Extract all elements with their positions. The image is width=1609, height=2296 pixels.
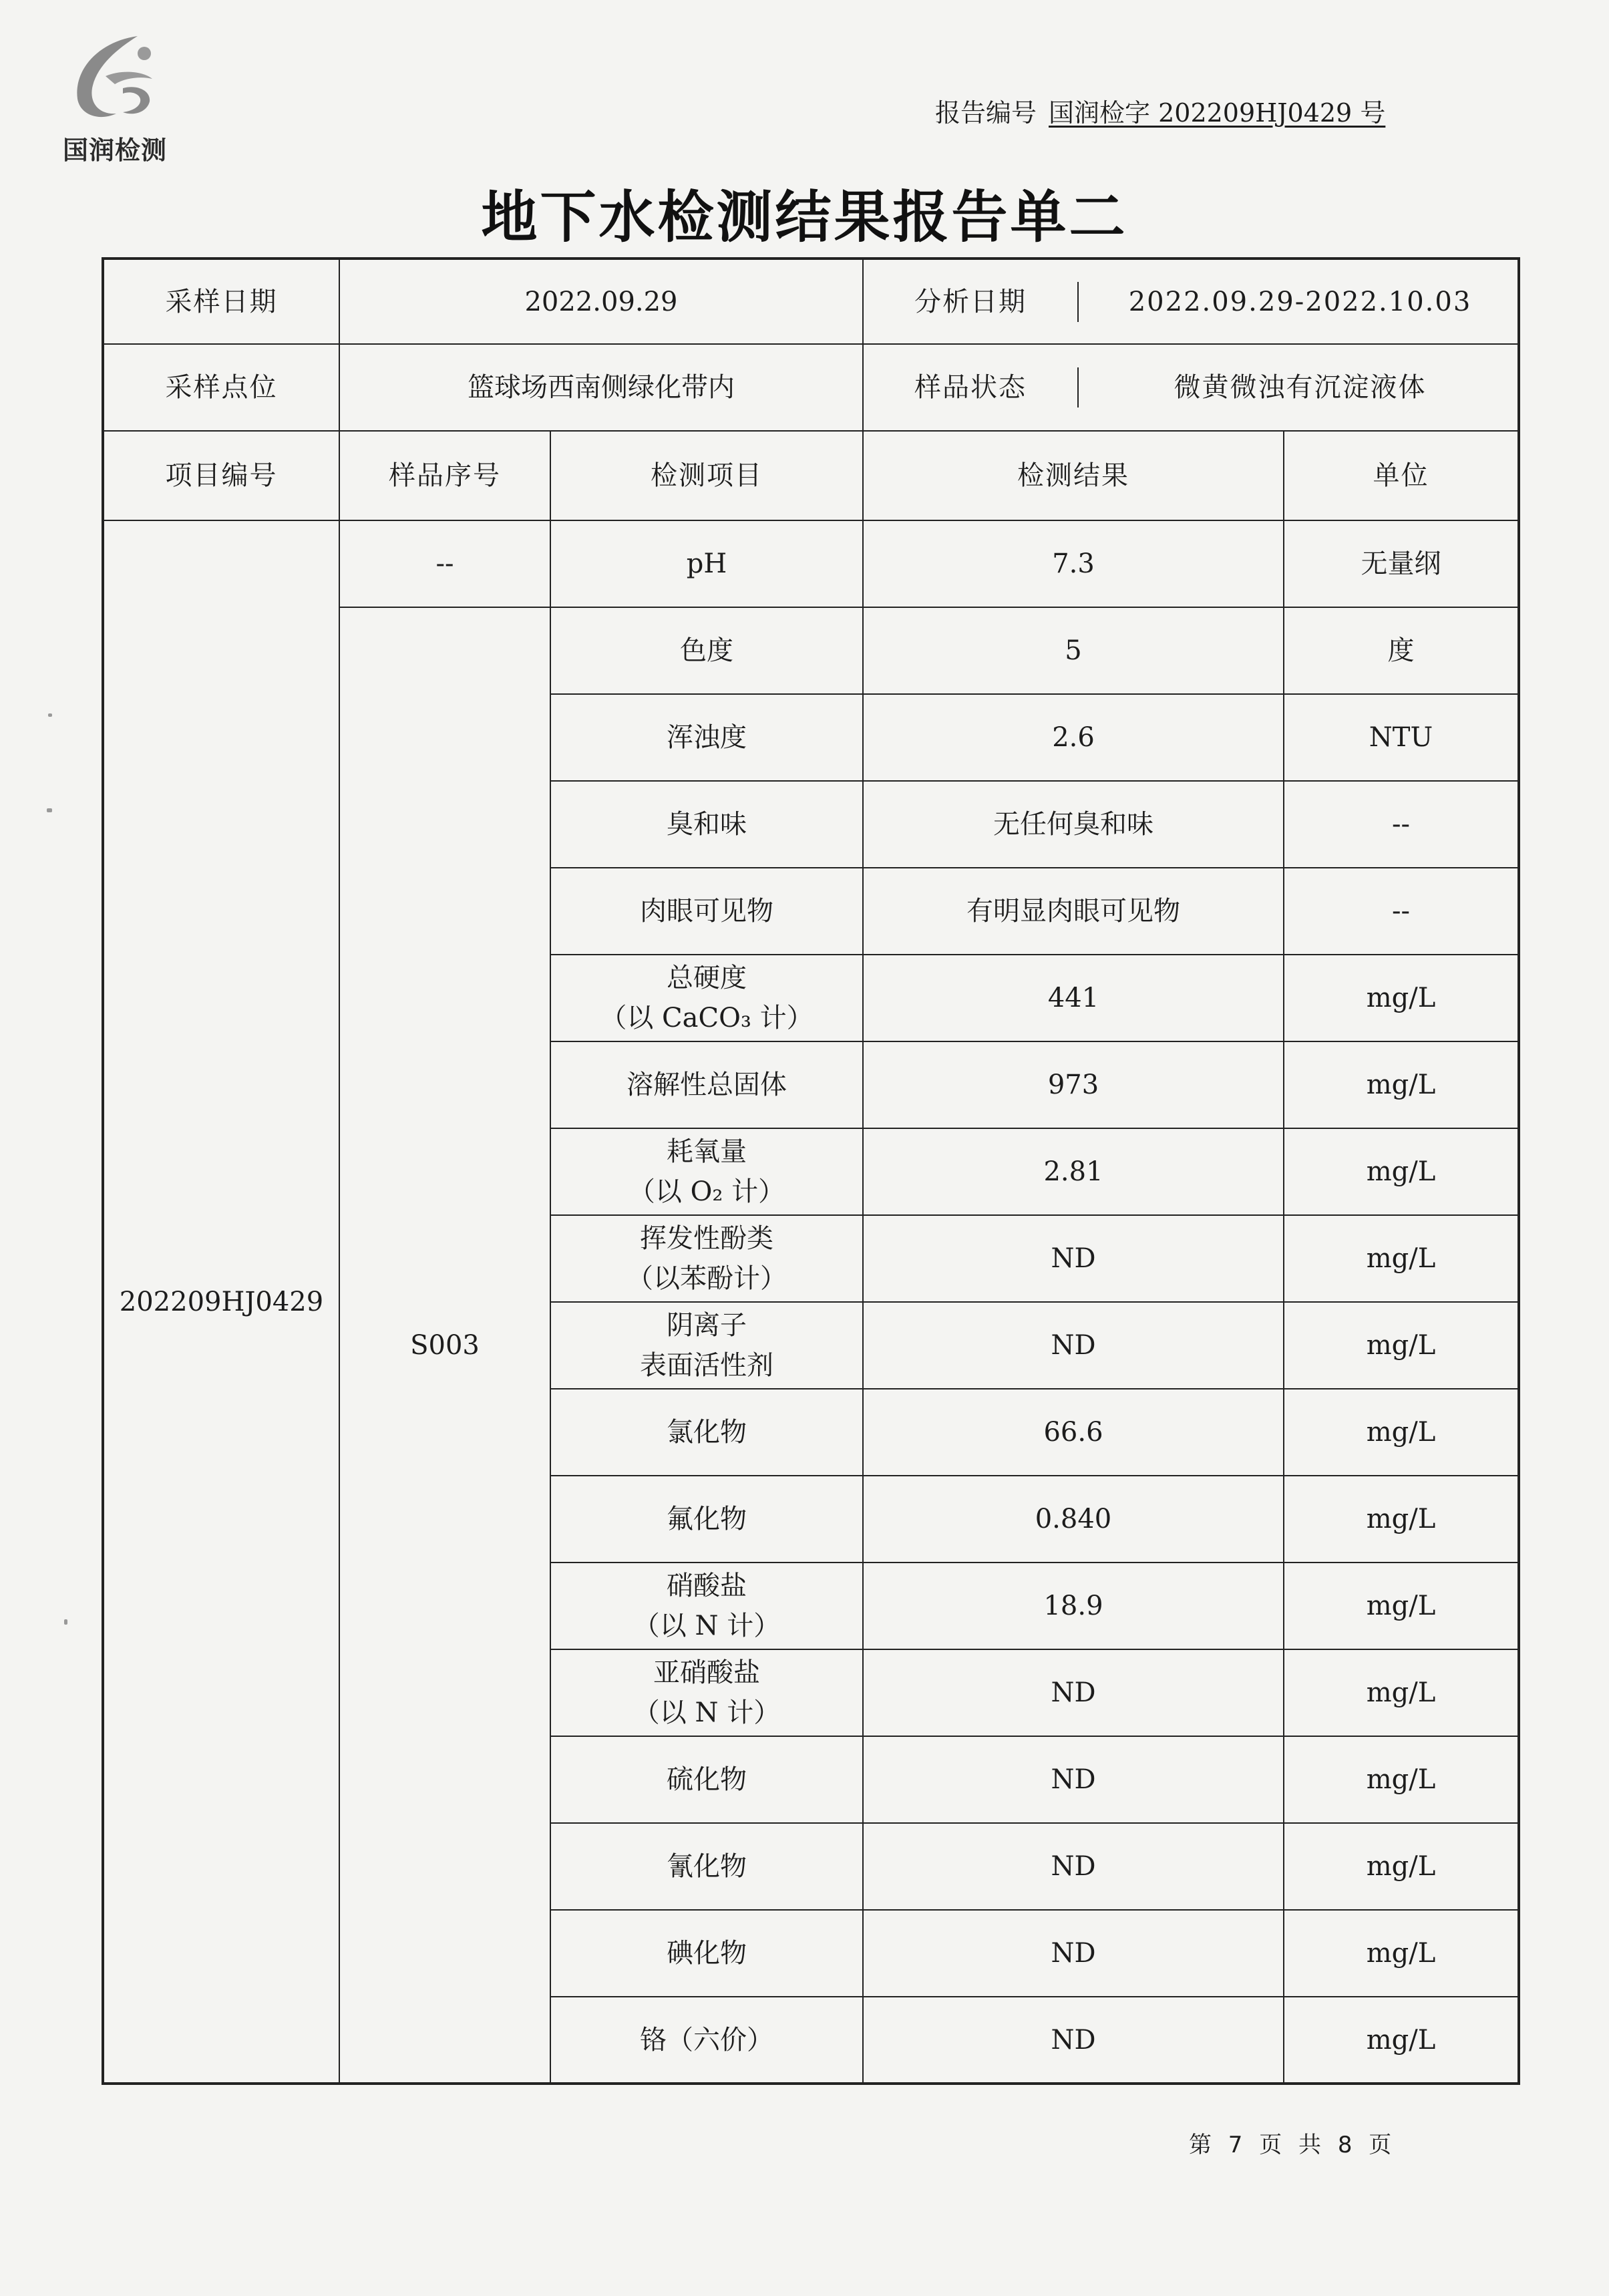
result-cell: ND	[863, 1910, 1284, 1997]
item-note: （以 N 计）	[633, 1611, 781, 1641]
item-name: 挥发性酚类	[640, 1223, 773, 1254]
item-cell	[550, 955, 863, 1041]
item-cell	[550, 1302, 863, 1389]
page-title: 地下水检测结果报告单二	[481, 184, 1128, 250]
table-row	[103, 520, 1519, 607]
scan-speck	[47, 808, 52, 812]
result-cell: 无任何臭和味	[863, 781, 1284, 868]
item-name: 亚硝酸盐	[653, 1657, 760, 1688]
item-cell	[550, 1736, 863, 1823]
col-header-project-no: 项目编号	[103, 431, 339, 520]
item-name: 总硬度	[667, 963, 747, 993]
unit-cell: 无量纲	[1284, 520, 1519, 607]
analysis-date-label	[863, 259, 1519, 344]
item-cell	[550, 1563, 863, 1649]
info-row-dates	[103, 259, 1519, 344]
project-no-cell: 202209HJ0429	[103, 520, 339, 2084]
item-name: 铬（六价）	[640, 2024, 773, 2056]
unit-cell: mg/L	[1284, 1997, 1519, 2084]
item-name: 溶解性总固体	[627, 1070, 787, 1100]
item-cell	[550, 694, 863, 781]
unit-cell: mg/L	[1284, 1128, 1519, 1215]
result-cell: 2.6	[863, 694, 1284, 781]
item-note: （以 CaCO₃ 计）	[600, 1003, 814, 1033]
item-cell	[550, 1128, 863, 1215]
ph-sample-no-cell: --	[339, 520, 550, 607]
unit-cell: mg/L	[1284, 1736, 1519, 1823]
result-cell: 66.6	[863, 1389, 1284, 1476]
result-cell: 7.3	[863, 520, 1284, 607]
report-number-label: 报告编号	[935, 98, 1037, 128]
item-name: 浑浊度	[667, 722, 747, 753]
item-cell	[550, 1997, 863, 2084]
item-cell	[550, 1649, 863, 1736]
item-name: 臭和味	[667, 809, 747, 840]
item-name: 氰化物	[667, 1851, 747, 1882]
item-name: 碘化物	[667, 1938, 747, 1969]
item-name: 氯化物	[667, 1417, 747, 1448]
item-note: 表面活性剂	[640, 1350, 773, 1381]
result-cell: 973	[863, 1041, 1284, 1128]
sampling-date-label: 采样日期	[103, 259, 339, 344]
item-cell	[550, 1041, 863, 1128]
unit-cell: NTU	[1284, 694, 1519, 781]
scan-speck	[48, 713, 52, 717]
col-header-unit: 单位	[1284, 431, 1519, 520]
item-name: 硝酸盐	[667, 1571, 747, 1601]
item-cell	[550, 1215, 863, 1302]
result-cell: ND	[863, 1302, 1284, 1389]
unit-cell: mg/L	[1284, 955, 1519, 1041]
scan-speck	[64, 1619, 67, 1625]
unit-cell: mg/L	[1284, 1649, 1519, 1736]
column-header-row	[103, 431, 1519, 520]
unit-cell: 度	[1284, 607, 1519, 694]
result-cell: 5	[863, 607, 1284, 694]
item-note: （以苯酚计）	[627, 1263, 787, 1294]
item-name: 色度	[680, 635, 733, 666]
report-number-value: 国润检字 202209HJ0429 号	[1049, 98, 1386, 128]
sampling-point-value: 篮球场西南侧绿化带内	[339, 344, 863, 431]
unit-cell: mg/L	[1284, 1910, 1519, 1997]
item-cell	[550, 607, 863, 694]
result-cell: ND	[863, 1649, 1284, 1736]
item-name: 肉眼可见物	[640, 896, 773, 927]
page-number: 第 7 页 共 8 页	[1189, 2132, 1392, 2158]
result-cell: 441	[863, 955, 1284, 1041]
item-cell	[550, 1476, 863, 1563]
item-name: pH	[686, 548, 727, 579]
result-cell: 有明显肉眼可见物	[863, 868, 1284, 955]
unit-cell: mg/L	[1284, 1041, 1519, 1128]
item-cell	[550, 1389, 863, 1476]
unit-cell: mg/L	[1284, 1215, 1519, 1302]
result-cell: 2.81	[863, 1128, 1284, 1215]
item-name: 耗氧量	[667, 1136, 747, 1167]
results-table	[102, 257, 1520, 2085]
sampling-date-value: 2022.09.29	[339, 259, 863, 344]
item-cell	[550, 1823, 863, 1910]
result-cell: 18.9	[863, 1563, 1284, 1649]
unit-cell: mg/L	[1284, 1476, 1519, 1563]
unit-cell: mg/L	[1284, 1389, 1519, 1476]
col-header-item: 检测项目	[550, 431, 863, 520]
sample-state-label-text: 样品状态	[914, 372, 1027, 403]
result-cell: ND	[863, 1823, 1284, 1910]
item-cell	[550, 781, 863, 868]
logo-mark-icon	[59, 29, 166, 123]
sample-state-value: 微黄微浊有沉淀液体	[1077, 367, 1517, 407]
item-cell	[550, 868, 863, 955]
report-number	[935, 92, 1389, 129]
unit-cell: mg/L	[1284, 1823, 1519, 1910]
unit-cell: --	[1284, 868, 1519, 955]
item-name: 阴离子	[667, 1310, 747, 1341]
item-note: （以 O₂ 计）	[628, 1176, 785, 1207]
col-header-sample-no: 样品序号	[339, 431, 550, 520]
result-cell: ND	[863, 1997, 1284, 2084]
item-name: 硫化物	[667, 1764, 747, 1795]
col-header-result: 检测结果	[863, 431, 1284, 520]
item-note: （以 N 计）	[633, 1697, 781, 1728]
sample-state-label	[863, 344, 1519, 431]
sample-no-cell: S003	[339, 607, 550, 2084]
info-row-location	[103, 344, 1519, 431]
unit-cell: mg/L	[1284, 1302, 1519, 1389]
unit-cell: --	[1284, 781, 1519, 868]
sampling-point-label: 采样点位	[103, 344, 339, 431]
analysis-date-label-text: 分析日期	[914, 286, 1027, 317]
result-cell: ND	[863, 1215, 1284, 1302]
item-cell	[550, 1910, 863, 1997]
company-logo	[59, 29, 192, 170]
result-cell: 0.840	[863, 1476, 1284, 1563]
result-cell: ND	[863, 1736, 1284, 1823]
item-cell	[550, 520, 863, 607]
analysis-date-value: 2022.09.29-2022.10.03	[1077, 282, 1517, 322]
unit-cell: mg/L	[1284, 1563, 1519, 1649]
item-name: 氟化物	[667, 1504, 747, 1534]
logo-text: 国润检测	[63, 136, 168, 165]
